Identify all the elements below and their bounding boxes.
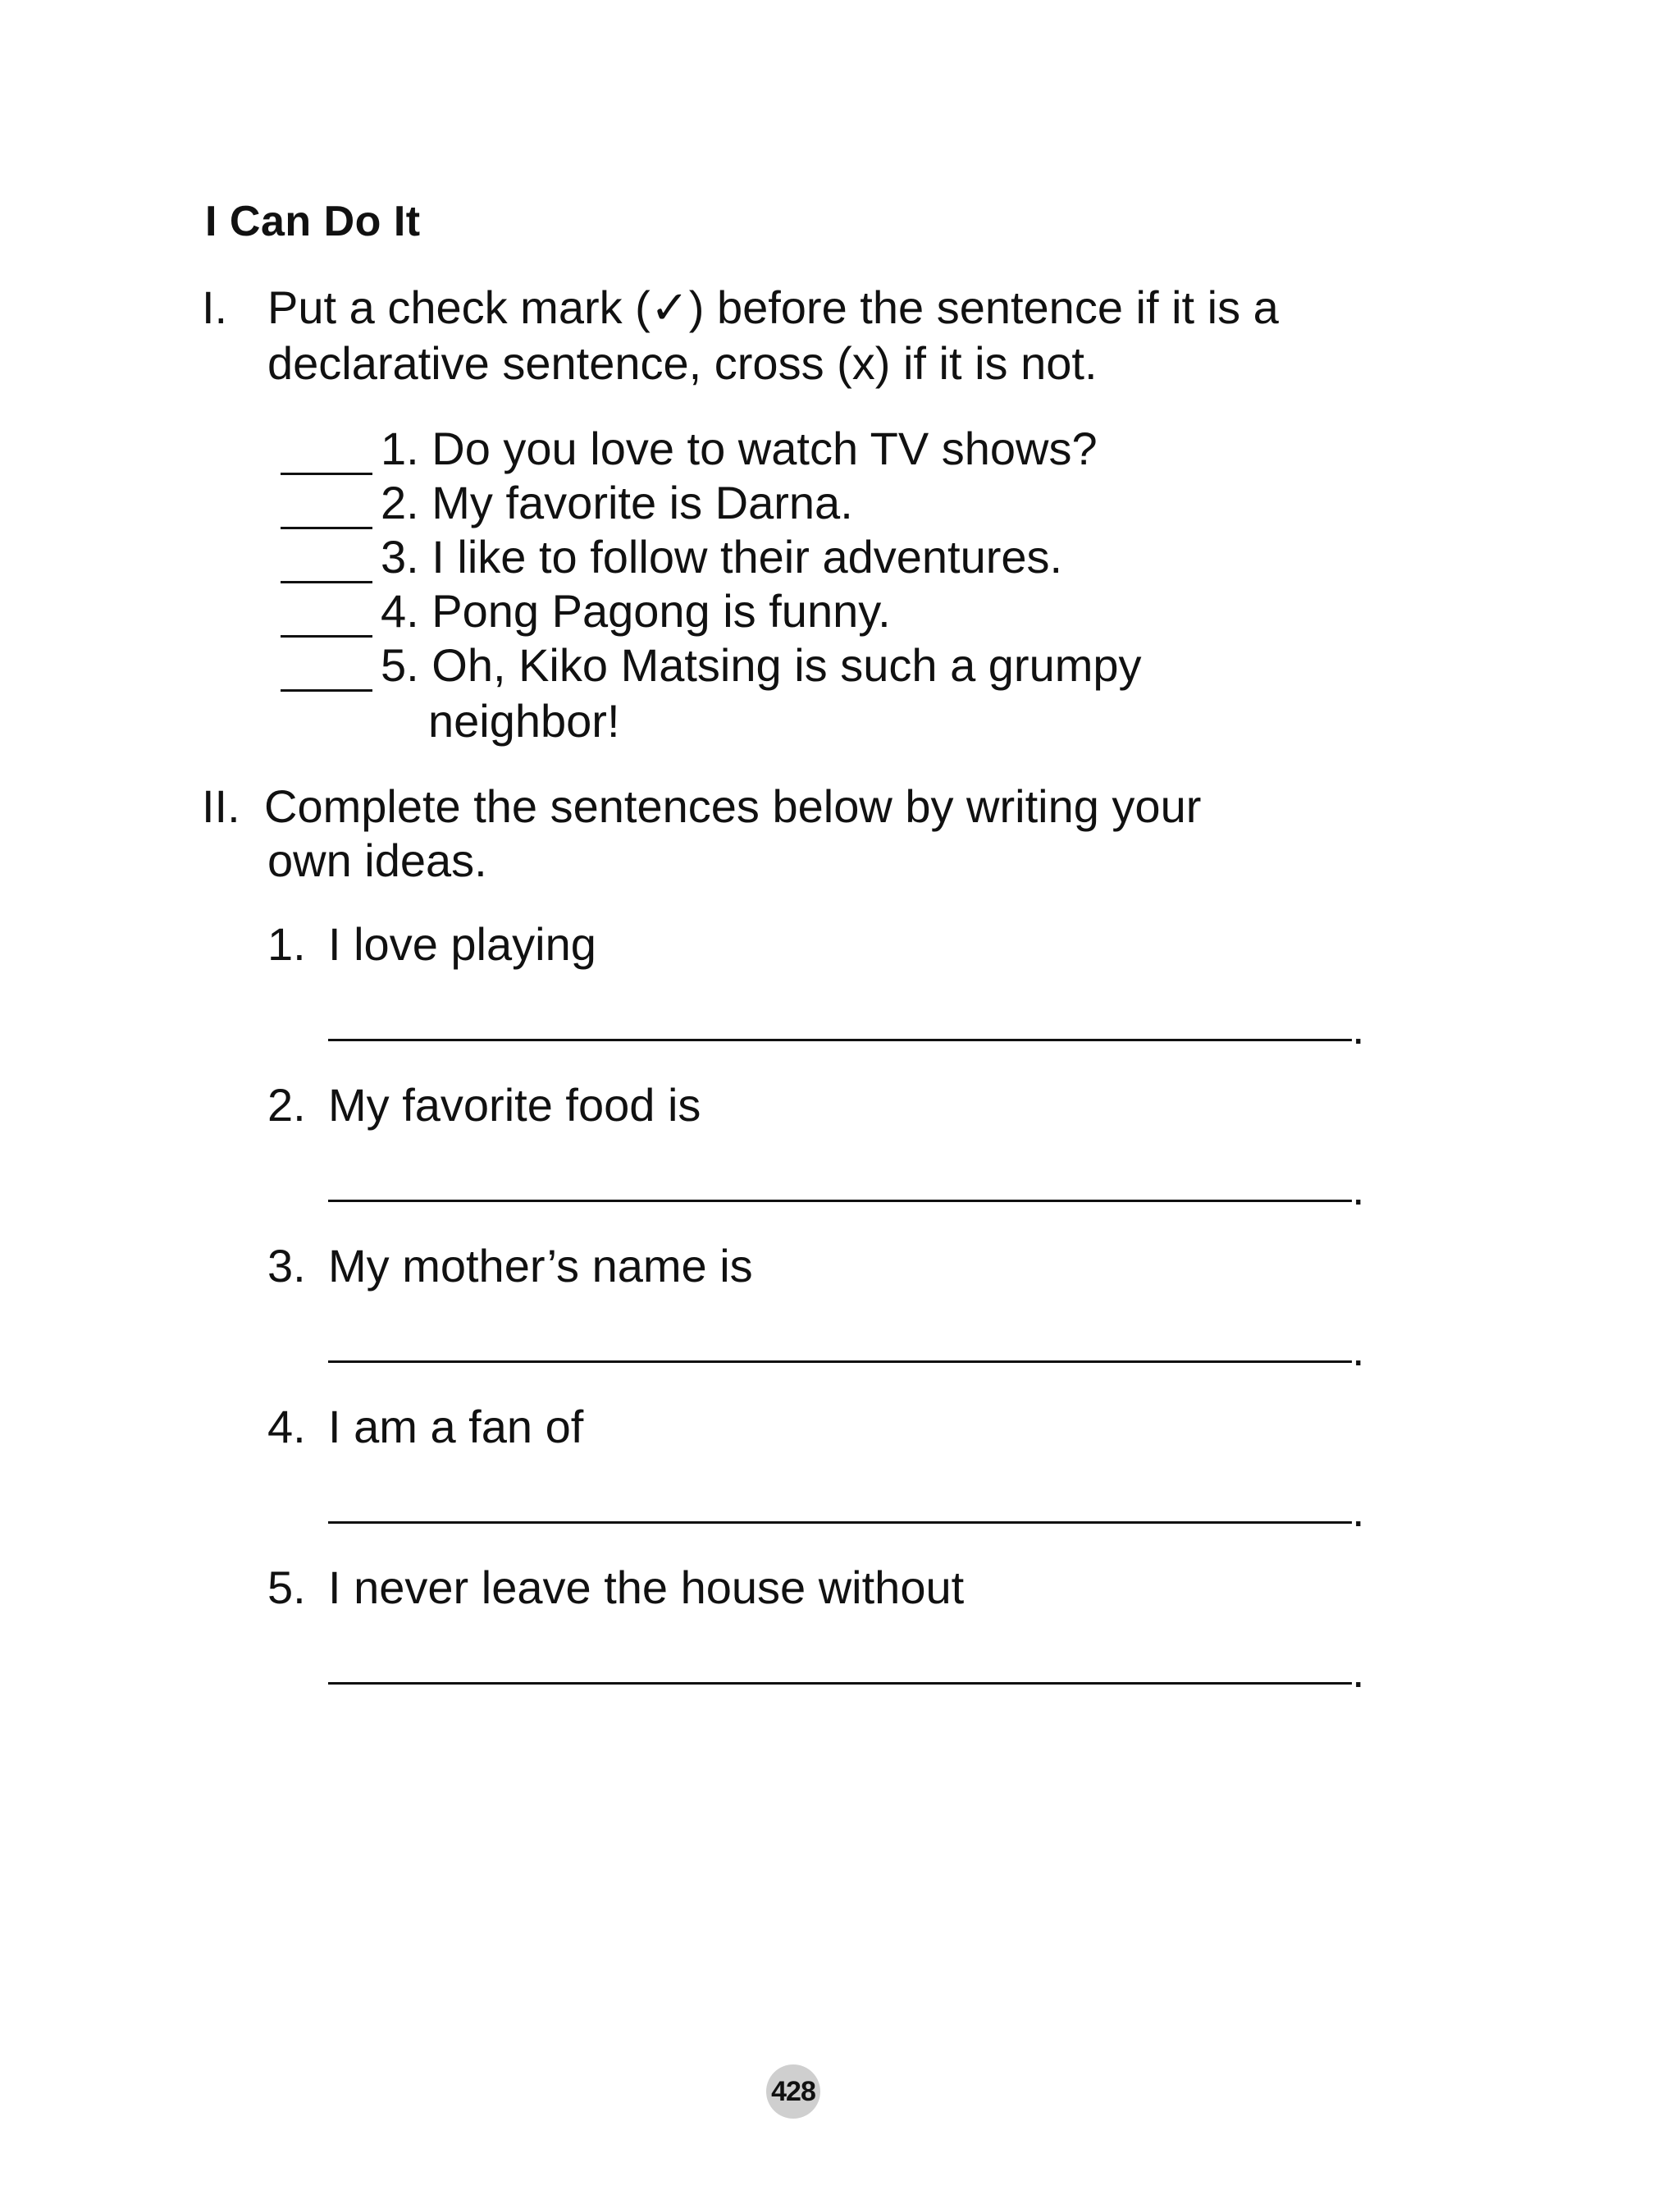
question-text: I never leave the house without [328, 1561, 965, 1613]
list-item [281, 530, 1062, 583]
question-number: 1. [267, 918, 306, 970]
part-2-instruction-line-2: own ideas. [267, 834, 487, 886]
list-item [281, 584, 891, 638]
question-text: My mother’s name is [328, 1240, 753, 1292]
answer-line[interactable] [328, 1521, 1352, 1524]
question-text: My favorite food is [328, 1079, 701, 1131]
answer-blank[interactable] [281, 486, 372, 529]
item-continuation: neighbor! [428, 695, 620, 747]
question-text: I love playing [328, 918, 596, 970]
item-text: 4. Pong Pagong is funny. [381, 585, 891, 637]
page-title: I Can Do It [205, 198, 421, 245]
answer-line[interactable] [328, 1360, 1352, 1363]
answer-blank[interactable] [281, 432, 372, 475]
question-number: 3. [267, 1240, 306, 1292]
line-end-period: . [1352, 1484, 1365, 1536]
answer-line[interactable] [328, 1200, 1352, 1202]
question-number: 2. [267, 1079, 306, 1131]
part-2-instruction-line-1: Complete the sentences below by writing your [264, 780, 1202, 832]
line-end-period: . [1352, 1002, 1365, 1054]
answer-blank[interactable] [281, 540, 372, 583]
item-text: 5. Oh, Kiko Matsing is such a grumpy [381, 639, 1142, 691]
page-number: 428 [771, 2075, 815, 2107]
page-number-badge [766, 2064, 820, 2119]
list-item [281, 422, 1098, 475]
answer-line[interactable] [328, 1039, 1352, 1041]
answer-blank[interactable] [281, 594, 372, 638]
item-text: 2. My favorite is Darna. [381, 477, 853, 528]
part-1-numeral: I. [202, 281, 228, 333]
line-end-period: . [1352, 1645, 1365, 1697]
answer-line[interactable] [328, 1682, 1352, 1685]
question-number: 4. [267, 1401, 306, 1452]
part-2-numeral: II. [202, 780, 240, 832]
item-text: 1. Do you love to watch TV shows? [381, 423, 1098, 474]
answer-blank[interactable] [281, 648, 372, 692]
question-text: I am a fan of [328, 1401, 584, 1452]
list-item [281, 638, 1142, 692]
line-end-period: . [1352, 1163, 1365, 1214]
line-end-period: . [1352, 1324, 1365, 1375]
question-number: 5. [267, 1561, 306, 1613]
item-text: 3. I like to follow their adventures. [381, 531, 1063, 583]
list-item [281, 476, 853, 529]
part-1-instruction-line-1: Put a check mark (✓) before the sentence if it is a [267, 281, 1279, 333]
part-1-instruction-line-2: declarative sentence, cross (x) if it is not. [267, 337, 1098, 389]
